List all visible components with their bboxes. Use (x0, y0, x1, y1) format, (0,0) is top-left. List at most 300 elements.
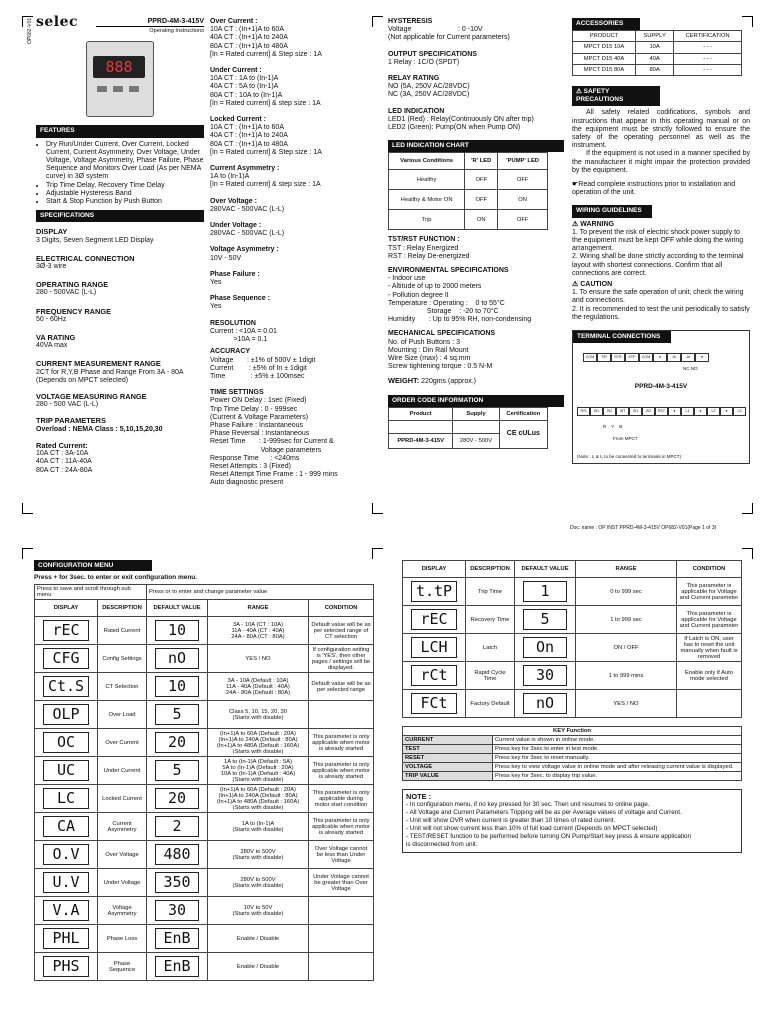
default-cell (147, 869, 208, 897)
segment-display: LCH (411, 637, 457, 658)
default-cell (515, 578, 576, 606)
segment-display: OC (43, 732, 89, 753)
column-3 (388, 18, 564, 449)
range-cell: 3A - 10A (CT : 10A) 11A - 40A (CT : 40A) 24A - 80A (CT : 80A) (208, 617, 309, 645)
condition-cell: Default value will be as per selected range (309, 673, 374, 701)
terminal-note: (Note : I₁ & I₂ to be connected to terminals in MPCT) (577, 454, 682, 460)
terminal: COM (583, 353, 597, 362)
device-button (129, 86, 139, 92)
description-cell: Voltage Asymmetry (98, 897, 147, 925)
table-header: Various Conditions (389, 153, 465, 170)
description-cell: Under Current (98, 757, 147, 785)
spec-block (388, 51, 564, 67)
spec-line: Time : ±5% ± 100msec (210, 372, 305, 380)
order-code-title: ORDER CODE INFORMATION (388, 395, 564, 407)
spec-line: Phase Failure : Instantaneous (210, 421, 304, 429)
table-row (403, 772, 742, 781)
key-description: Press key to view voltage value in online mode and after releasing current value is displayed. (493, 763, 742, 772)
table-row (35, 925, 374, 953)
display-cell (35, 925, 98, 953)
spec-line: 40A CT : 5A to (In-1)A (210, 83, 279, 91)
spec-line: Phase Reversal : Instantaneous (210, 430, 310, 438)
order-code (388, 395, 564, 449)
range-cell: YES / NO (208, 645, 309, 673)
spec-line: Yes (210, 303, 222, 311)
segment-display: Ct.S (43, 676, 89, 697)
configuration-menu (34, 560, 374, 981)
segment-display: nO (155, 648, 199, 669)
table-cell: OFF (465, 190, 498, 210)
rated-line: 80A CT : 24A-80A (36, 466, 93, 474)
safety-text: All safety related codifications, symbols and instructions that appear in this operating manual or on the equipment must be strictly followed to ensure the safety of the operating personnel as well as the instrument. (572, 109, 750, 150)
segment-display: nO (523, 693, 567, 714)
rated-line: 10A CT : 3A-10A (36, 450, 89, 458)
table-row (35, 757, 374, 785)
config-table (34, 584, 374, 981)
spec-line: [In = Rated current] & Step size : 1A (210, 148, 322, 156)
default-cell (147, 785, 208, 813)
spec-heading: Phase Failure : (210, 270, 260, 278)
table-cell: OFF (498, 170, 548, 190)
spec-heading: OUTPUT SPECIFICATIONS (388, 50, 477, 58)
segment-display: On (523, 637, 567, 658)
spec-block (210, 222, 368, 238)
table-cell: ON (465, 210, 498, 230)
description-cell: Phase Loss (98, 925, 147, 953)
spec-line: 10V - 50V (210, 254, 242, 262)
relay-label: NC NO (683, 366, 698, 372)
spec-heading: RESOLUTION (210, 319, 256, 327)
note-line: - Unit will not show current less than 10% of full load current (Depends on MPCT selected) (406, 825, 658, 832)
spec-heading: ENVIRONMENTAL SPECIFICATIONS (388, 267, 509, 275)
segment-display: PHS (43, 956, 89, 977)
segment-display: UC (43, 760, 89, 781)
table-header: RANGE (208, 600, 309, 617)
terminal: T/R (597, 353, 611, 362)
condition-cell (309, 953, 374, 981)
default-cell (147, 953, 208, 981)
condition-cell: Over Voltage cannot be less than Under Voltage (309, 841, 374, 869)
condition-cell: If Latch is ON, user has to reset the unit manually when fault is removed (677, 634, 742, 662)
table-row (35, 701, 374, 729)
terminal: COM (639, 353, 653, 362)
column-1 (27, 14, 204, 475)
display-cell (35, 841, 98, 869)
default-cell (147, 617, 208, 645)
table-row (403, 578, 742, 606)
spec-line: Power ON Delay : 1sec (Fixed) (210, 397, 307, 405)
table-header: CONDITION (309, 600, 374, 617)
crop-mark (22, 548, 33, 559)
range-cell: 280V to 500V (Starts with disable) (208, 869, 309, 897)
condition-cell: This parameter is only applicable when motor is already started (309, 729, 374, 757)
default-cell (515, 662, 576, 690)
device-button (113, 86, 123, 92)
spec-block (210, 348, 368, 381)
key-function-table (402, 726, 742, 781)
spec-line: 80A CT : (In+1)A to 480A (210, 140, 288, 148)
config-instruction: Press to save and scroll through sub menu (35, 585, 147, 600)
weight-label: WEIGHT: (388, 376, 420, 386)
note-title: NOTE : (406, 792, 432, 801)
note-line: is disconnected from unit. (406, 841, 478, 848)
warning-icon: ⚠ (576, 88, 582, 96)
condition-cell: Under Voltage cannot be greater than Over Voltage (309, 869, 374, 897)
spec-line: 10A CT : (In+1)A to 60A (210, 26, 284, 34)
condition-cell: This parameter is applicable for Voltage and Current parameter (677, 606, 742, 634)
spec-heading: TRIP PARAMETERS (36, 416, 106, 426)
spec-line: (Current & Voltage Parameters) (210, 413, 309, 421)
features-list (36, 141, 204, 207)
spec-heading: RELAY RATING (388, 75, 440, 83)
safety-text: Read complete instructions prior to installation and operation of the unit. (572, 181, 736, 197)
spec-block (210, 18, 368, 59)
key-description: Press key for 3sec to reset manually. (493, 754, 742, 763)
safety-text: If the equipment is not used in a manner specified by the manufacturer it might impair the protection provided by the equipment. (572, 150, 750, 174)
spec-line: [In = Rated current] & step size : 1A (210, 181, 321, 189)
table-cell: - - - (674, 64, 742, 75)
table-header: DESCRIPTION (98, 600, 147, 617)
warning-icon: ⚠ (572, 281, 579, 289)
key-description: Press key for 3sec to enter in test mode. (493, 745, 742, 754)
spec-block (210, 116, 368, 157)
spec-line: - Altitude of up to 2000 meters (388, 283, 482, 291)
rated-line: 40A CT : 11A-40A (36, 458, 92, 466)
terminal-connections (572, 330, 750, 464)
description-cell: Under Voltage (98, 869, 147, 897)
table-row (35, 953, 374, 981)
spec-line: Voltage : ±1% of 500V ± 1digit (210, 356, 316, 364)
spec-heading: ELECTRICAL CONNECTION (36, 253, 135, 263)
display-cell (35, 785, 98, 813)
model-title: PPRD-4M-3-415V (96, 18, 204, 27)
spec-line: 40A CT : (In+1)A to 240A (210, 132, 288, 140)
terminal: 1k (667, 353, 681, 362)
spec-value: 40VA max (36, 342, 68, 350)
spec-line: Voltage parameters (210, 446, 322, 454)
spec-block (210, 389, 368, 487)
segment-display: U.V (43, 872, 89, 893)
brand-logo: selec (36, 14, 79, 30)
default-cell (147, 925, 208, 953)
spec-block (388, 75, 564, 100)
spec-block (210, 198, 368, 214)
table-header: RANGE (576, 561, 677, 578)
range-cell: Enable / Disable (208, 925, 309, 953)
condition-cell (309, 925, 374, 953)
spec-line: >10A = 0.1 (210, 336, 268, 344)
condition-cell: This parameter is only applicable when motor is already started (309, 813, 374, 841)
spec-heading: DISPLAY (36, 227, 68, 237)
column-4 (572, 18, 750, 464)
table-cell: OFF (498, 210, 548, 230)
table-cell: Healthy (389, 170, 465, 190)
spec-line: Mounting : Din Rail Mount (388, 346, 469, 354)
key-name: TRIP VALUE (403, 772, 493, 781)
table-cell: 40A (636, 53, 674, 64)
display-cell (35, 729, 98, 757)
spec-line: 280VAC - 500VAC (L-L) (210, 230, 285, 238)
segment-display: EnB (155, 928, 199, 949)
range-cell: 1A to (In-1)A (Starts with disable) (208, 813, 309, 841)
condition-cell (309, 897, 374, 925)
table-cell: MPCT D15 10A (573, 42, 636, 53)
config2-table (402, 560, 742, 718)
table-header: DEFAULT VALUE (147, 600, 208, 617)
table-header: DESCRIPTION (466, 561, 515, 578)
spec-heading: ACCURACY (210, 348, 251, 356)
configuration-menu-2 (402, 560, 742, 853)
spec-line: - Indoor use (388, 275, 426, 283)
terminal: IS1 (590, 407, 603, 416)
default-cell (147, 841, 208, 869)
spec-value: 3 Digits, Seven Segment LED Display (36, 236, 154, 244)
segment-display: 350 (155, 872, 199, 893)
condition-cell: This parameter is applicable for Voltage and Current parameter (677, 578, 742, 606)
range-cell: 1A to (In-1)A (Default : 5A) 5A to (In-1)A (Default : 20A) 10A to (In-1)A (Default : 40A) (Starts with disable) (208, 757, 309, 785)
table-header: PRODUCT (573, 31, 636, 42)
range-cell: (In+1)A to 60A (Default : 20A) (In+1)A to 240A (Default : 80A) (In+1)A to 480A (Default : 160A) (Starts with disable) (208, 785, 309, 813)
config-title: CONFIGURATION MENU (34, 560, 152, 571)
terminal: ● (694, 407, 707, 416)
table-cell: ON (498, 190, 548, 210)
spec-line: 10A CT : 1A to (In-1)A (210, 75, 279, 83)
condition-cell: Enable only if Auto mode selected (677, 662, 742, 690)
segment-display: CA (43, 816, 89, 837)
crop-mark (372, 503, 383, 514)
table-cell (389, 420, 453, 433)
segment-display: 20 (155, 788, 199, 809)
spec-block (388, 330, 564, 371)
table-row (403, 662, 742, 690)
warning-icon: ⚠ (572, 220, 579, 228)
spec-heading: HYSTERESIS (388, 18, 433, 25)
segment-display: OLP (43, 704, 89, 725)
spec-line: [In = Rated current] & step size : 1A (210, 99, 321, 107)
config-instruction: Press or to enter and change parameter value (147, 585, 374, 600)
spec-line: Current : ±5% of In ± 1digit (210, 364, 307, 372)
display-cell (35, 813, 98, 841)
feature-item: • Trip Time Delay, Recovery Time Delay (46, 182, 204, 190)
table-header: 'PUMP' LED (498, 153, 548, 170)
config-instruction: Press + for 3sec. to enter or exit configuration menu. (34, 574, 198, 581)
description-cell: Config Settings (98, 645, 147, 673)
range-cell: ON / OFF (576, 634, 677, 662)
spec-value: 280 - 500VAC (L-L) (36, 289, 97, 297)
spec-heading: Current Asymmetry : (210, 165, 280, 173)
note-line: - All Voltage and Current Parameters Tripping will be as per Average values of voltage and Current. (406, 809, 682, 816)
range-cell: 0 to 999 sec (576, 578, 677, 606)
default-cell (147, 813, 208, 841)
spec-heading: TST/RST FUNCTION : (388, 236, 460, 244)
terminal: ● (653, 353, 667, 362)
segment-display: 480 (155, 844, 199, 865)
spec-line: 280VAC - 500VAC (L-L) (210, 205, 285, 213)
spec-value: 2CT for R,Y,B Phase and Range From 3A - 80A (Depends on MPCT selected) (36, 368, 184, 384)
table-header: CONDITION (677, 561, 742, 578)
spec-heading: Over Current : (210, 18, 258, 25)
device-button (97, 86, 107, 92)
phase-labels: R Y B (603, 424, 623, 430)
spec-line: - Pollution degree II (388, 291, 449, 299)
segment-display: rEC (411, 609, 457, 630)
spec-line: No. of Push Buttons : 3 (388, 338, 460, 346)
spec-line: [In = Rated current] & Step size : 1A (210, 50, 322, 58)
condition-cell: Default value will be as per selected range of CT selection (309, 617, 374, 645)
default-cell (147, 673, 208, 701)
spec-heading: TIME SETTINGS (210, 389, 264, 397)
display-cell (403, 578, 466, 606)
spec-heading: OPERATING RANGE (36, 280, 109, 290)
crop-mark (372, 548, 383, 559)
spec-line: Reset Attempt Time Frame : 1 - 999 mins (210, 471, 338, 479)
accessories-table (572, 30, 742, 76)
spec-line: Humidity : Up to 95% RH, non-condensing (388, 316, 532, 324)
range-cell: (In+1)A to 60A (Default : 20A) (In+1)A to 240A (Default : 80A) (In+1)A to 480A (Default : 160A) (Starts with disable) (208, 729, 309, 757)
spec-line: 1 Relay : 1C/O (SPDT) (388, 58, 460, 66)
display-cell (35, 617, 98, 645)
order-code-table (388, 407, 548, 449)
display-cell (35, 869, 98, 897)
spec-value: 280 - 500 VAC (L-L) (36, 401, 99, 409)
note-line: - Unit will show OVR when current is greater than 10 times of rated current. (406, 817, 616, 824)
segment-display: 5 (523, 609, 567, 630)
condition-cell: This parameter is only applicable during motor start condition (309, 785, 374, 813)
segment-display: V.A (43, 900, 89, 921)
segment-display: 10 (155, 620, 199, 641)
table-row (403, 736, 742, 745)
spec-block (210, 165, 368, 190)
spec-block (388, 18, 564, 43)
feature-item: • Start & Stop Function by Push Button (46, 198, 204, 206)
terminal-title: TERMINAL CONNECTIONS (573, 331, 671, 343)
key-name: TEST (403, 745, 493, 754)
description-cell: Over Load (98, 701, 147, 729)
note-box (402, 789, 742, 853)
terminal-model: PPRD-4M-3-415V (634, 383, 688, 391)
wiring-title: WIRING GUIDELINES (572, 205, 652, 217)
default-cell (147, 729, 208, 757)
display-cell (35, 701, 98, 729)
spec-line: Screw tightening torque : 0.5 N-M (388, 363, 493, 371)
spec-heading: Voltage Asymmetry : (210, 246, 279, 254)
pointing-hand-icon: ☛ (572, 181, 579, 189)
segment-display: 30 (523, 665, 567, 686)
spec-line: Storage : -20 to 70°C (388, 308, 499, 316)
key-description: Press key for 3sec. to display trip value. (493, 772, 742, 781)
description-cell: Locked Current (98, 785, 147, 813)
table-header: DEFAULT VALUE (515, 561, 576, 578)
spec-line: LED1 (Red) : Relay(Continuously ON after trip) (388, 115, 534, 123)
weight-value: 220gms (approx.) (421, 378, 477, 386)
range-cell: 1 to 999 sec (576, 606, 677, 634)
feature-item: • Adjustable Hysteresis Band (46, 190, 204, 198)
default-cell (147, 757, 208, 785)
spec-line: 40A CT : (In+1)A to 240A (210, 34, 288, 42)
description-cell: Factory Default (466, 690, 515, 718)
table-row (403, 763, 742, 772)
spec-value: Overload : NEMA Class : 5,10,15,20,30 (36, 425, 163, 433)
segment-display: 5 (155, 704, 199, 725)
description-cell: Recovery Time (466, 606, 515, 634)
spec-line: Wire Size (max) : 4 sq.mm (388, 355, 471, 363)
terminal: L3 (733, 407, 746, 416)
segment-display: 2 (155, 816, 199, 837)
display-cell (35, 757, 98, 785)
segment-display: EnB (155, 956, 199, 977)
display-cell (35, 673, 98, 701)
spec-block (210, 295, 368, 311)
condition-cell (677, 690, 742, 718)
table-cell: PPRD-4M-3-415V (389, 433, 453, 448)
spec-line: NC (3A, 250V AC/28VDC) (388, 91, 470, 99)
display-cell (35, 953, 98, 981)
spec-block (210, 320, 368, 345)
device-image (86, 41, 154, 117)
default-cell (147, 645, 208, 673)
table-header: Certification (499, 407, 547, 420)
terminal: IS2 (642, 407, 655, 416)
table-row (35, 869, 374, 897)
terminal: IS1 (629, 407, 642, 416)
features-heading: FEATURES (36, 125, 204, 137)
table-cell (453, 420, 499, 433)
terminal: ● (720, 407, 733, 416)
range-cell: YES / NO (576, 690, 677, 718)
spec-heading: CURRENT MEASUREMENT RANGE (36, 359, 161, 369)
terminal: STR (611, 353, 625, 362)
default-cell (515, 690, 576, 718)
accessories (572, 18, 750, 76)
from-mpct-label: From MPCT (613, 436, 638, 442)
segment-display: rCt (411, 665, 457, 686)
table-header: DISPLAY (35, 600, 98, 617)
description-cell: Phase Sequence (98, 953, 147, 981)
segment-display: 30 (155, 900, 199, 921)
spec-heading: Locked Current : (210, 116, 267, 124)
default-cell (147, 897, 208, 925)
table-header: Product (389, 407, 453, 420)
spec-block (388, 236, 564, 261)
spec-block (210, 271, 368, 287)
table-cell: 80A (636, 64, 674, 75)
segment-display: 10 (155, 676, 199, 697)
spec-line: Trip Time Delay : 0 - 999sec (210, 405, 298, 413)
spec-line: 1A to (In-1)A (210, 173, 250, 181)
spec-heading: Under Current : (210, 67, 262, 75)
default-cell (515, 634, 576, 662)
terminal: R/S (577, 407, 590, 416)
default-cell (147, 701, 208, 729)
spec-value: 50 - 60Hz (36, 315, 67, 323)
spec-heading: Under Voltage : (210, 222, 262, 230)
spec-block (388, 108, 564, 133)
key-name: RESET (403, 754, 493, 763)
description-cell: Rated Current (98, 617, 147, 645)
spec-line: 10A CT : (In+1)A to 60A (210, 124, 284, 132)
range-cell: 1 to 999 mins (576, 662, 677, 690)
side-code: OP682-V01 (27, 17, 33, 44)
table-header: SUPPLY (636, 31, 674, 42)
spec-line: Response Time : <240ms (210, 454, 300, 462)
terminal: ● (695, 353, 709, 362)
display-cell (35, 897, 98, 925)
doc-name: Doc. name : OP INST PPRD-4M-3-415V OP682-V01(Page 1 of 3) (570, 525, 717, 531)
segment-display: 1 (523, 581, 567, 602)
table-row (403, 606, 742, 634)
table-row (35, 785, 374, 813)
range-cell: Class 5, 10, 15, 20, 30 (Starts with disable) (208, 701, 309, 729)
